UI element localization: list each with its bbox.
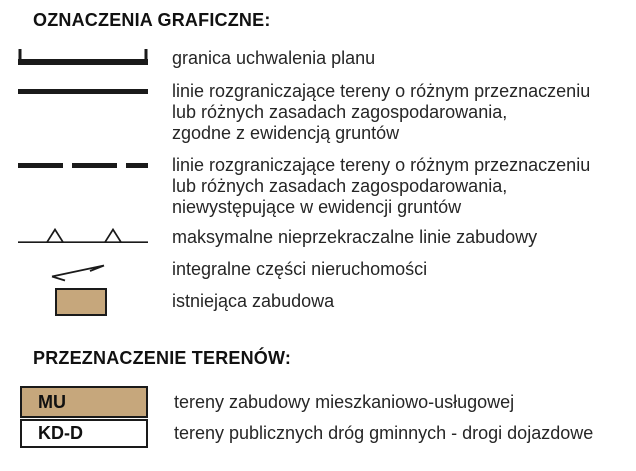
landuse-code: MU [38, 391, 66, 412]
building-limit-line-icon [18, 227, 148, 244]
building-limit-symbol [18, 227, 148, 244]
legend-row [18, 48, 632, 69]
dashed-line-icon [18, 163, 148, 168]
legend-row-label: granica uchwalenia planu [172, 48, 376, 68]
legend-row-label: linie rozgraniczające tereny o różnym przeznaczeniu lub różnych zasadach zagospodarowania, zgodne z ewidencją gruntów [172, 81, 591, 143]
existing-building-icon [55, 288, 107, 316]
plan-boundary-line-icon [18, 48, 148, 66]
dashed-dividing-line-symbol [18, 155, 148, 168]
landuse-section-title: PRZEZNACZENIE TERENÓW: [33, 348, 292, 368]
legend-row-label: istniejąca zabudowa [172, 291, 335, 311]
double-half-arrow-icon [50, 261, 108, 282]
integral-parts-symbol [18, 259, 148, 282]
legend-row [18, 259, 632, 282]
landuse-swatch-mu [20, 386, 148, 418]
legend-row-label: maksymalne nieprzekraczalne linie zabudowy [172, 227, 538, 247]
legend-row [18, 155, 632, 218]
graphic-section-title: OZNACZENIA GRAFICZNE: [33, 10, 271, 30]
existing-building-symbol [18, 288, 148, 316]
landuse-row-kdd [20, 419, 593, 448]
landuse-label: tereny publicznych dróg gminnych - drogi dojazdowe [174, 423, 594, 443]
legend-row [18, 227, 632, 248]
solid-line-icon [18, 89, 148, 94]
legend-row [18, 288, 632, 316]
legend-row-label: integralne części nieruchomości [172, 259, 428, 279]
solid-dividing-line-symbol [18, 81, 148, 94]
legend-row [18, 81, 632, 144]
landuse-swatch-kdd [20, 419, 148, 448]
landuse-row-mu [20, 386, 514, 418]
plan-boundary-symbol [18, 48, 148, 66]
landuse-code: KD-D [38, 423, 83, 443]
landuse-label: tereny zabudowy mieszkaniowo-usługowej [174, 391, 515, 412]
legend-row-label: linie rozgraniczające tereny o różnym przeznaczeniu lub różnych zasadach zagospodarowania, niewystępujące w ewidencji gruntów [172, 155, 591, 217]
